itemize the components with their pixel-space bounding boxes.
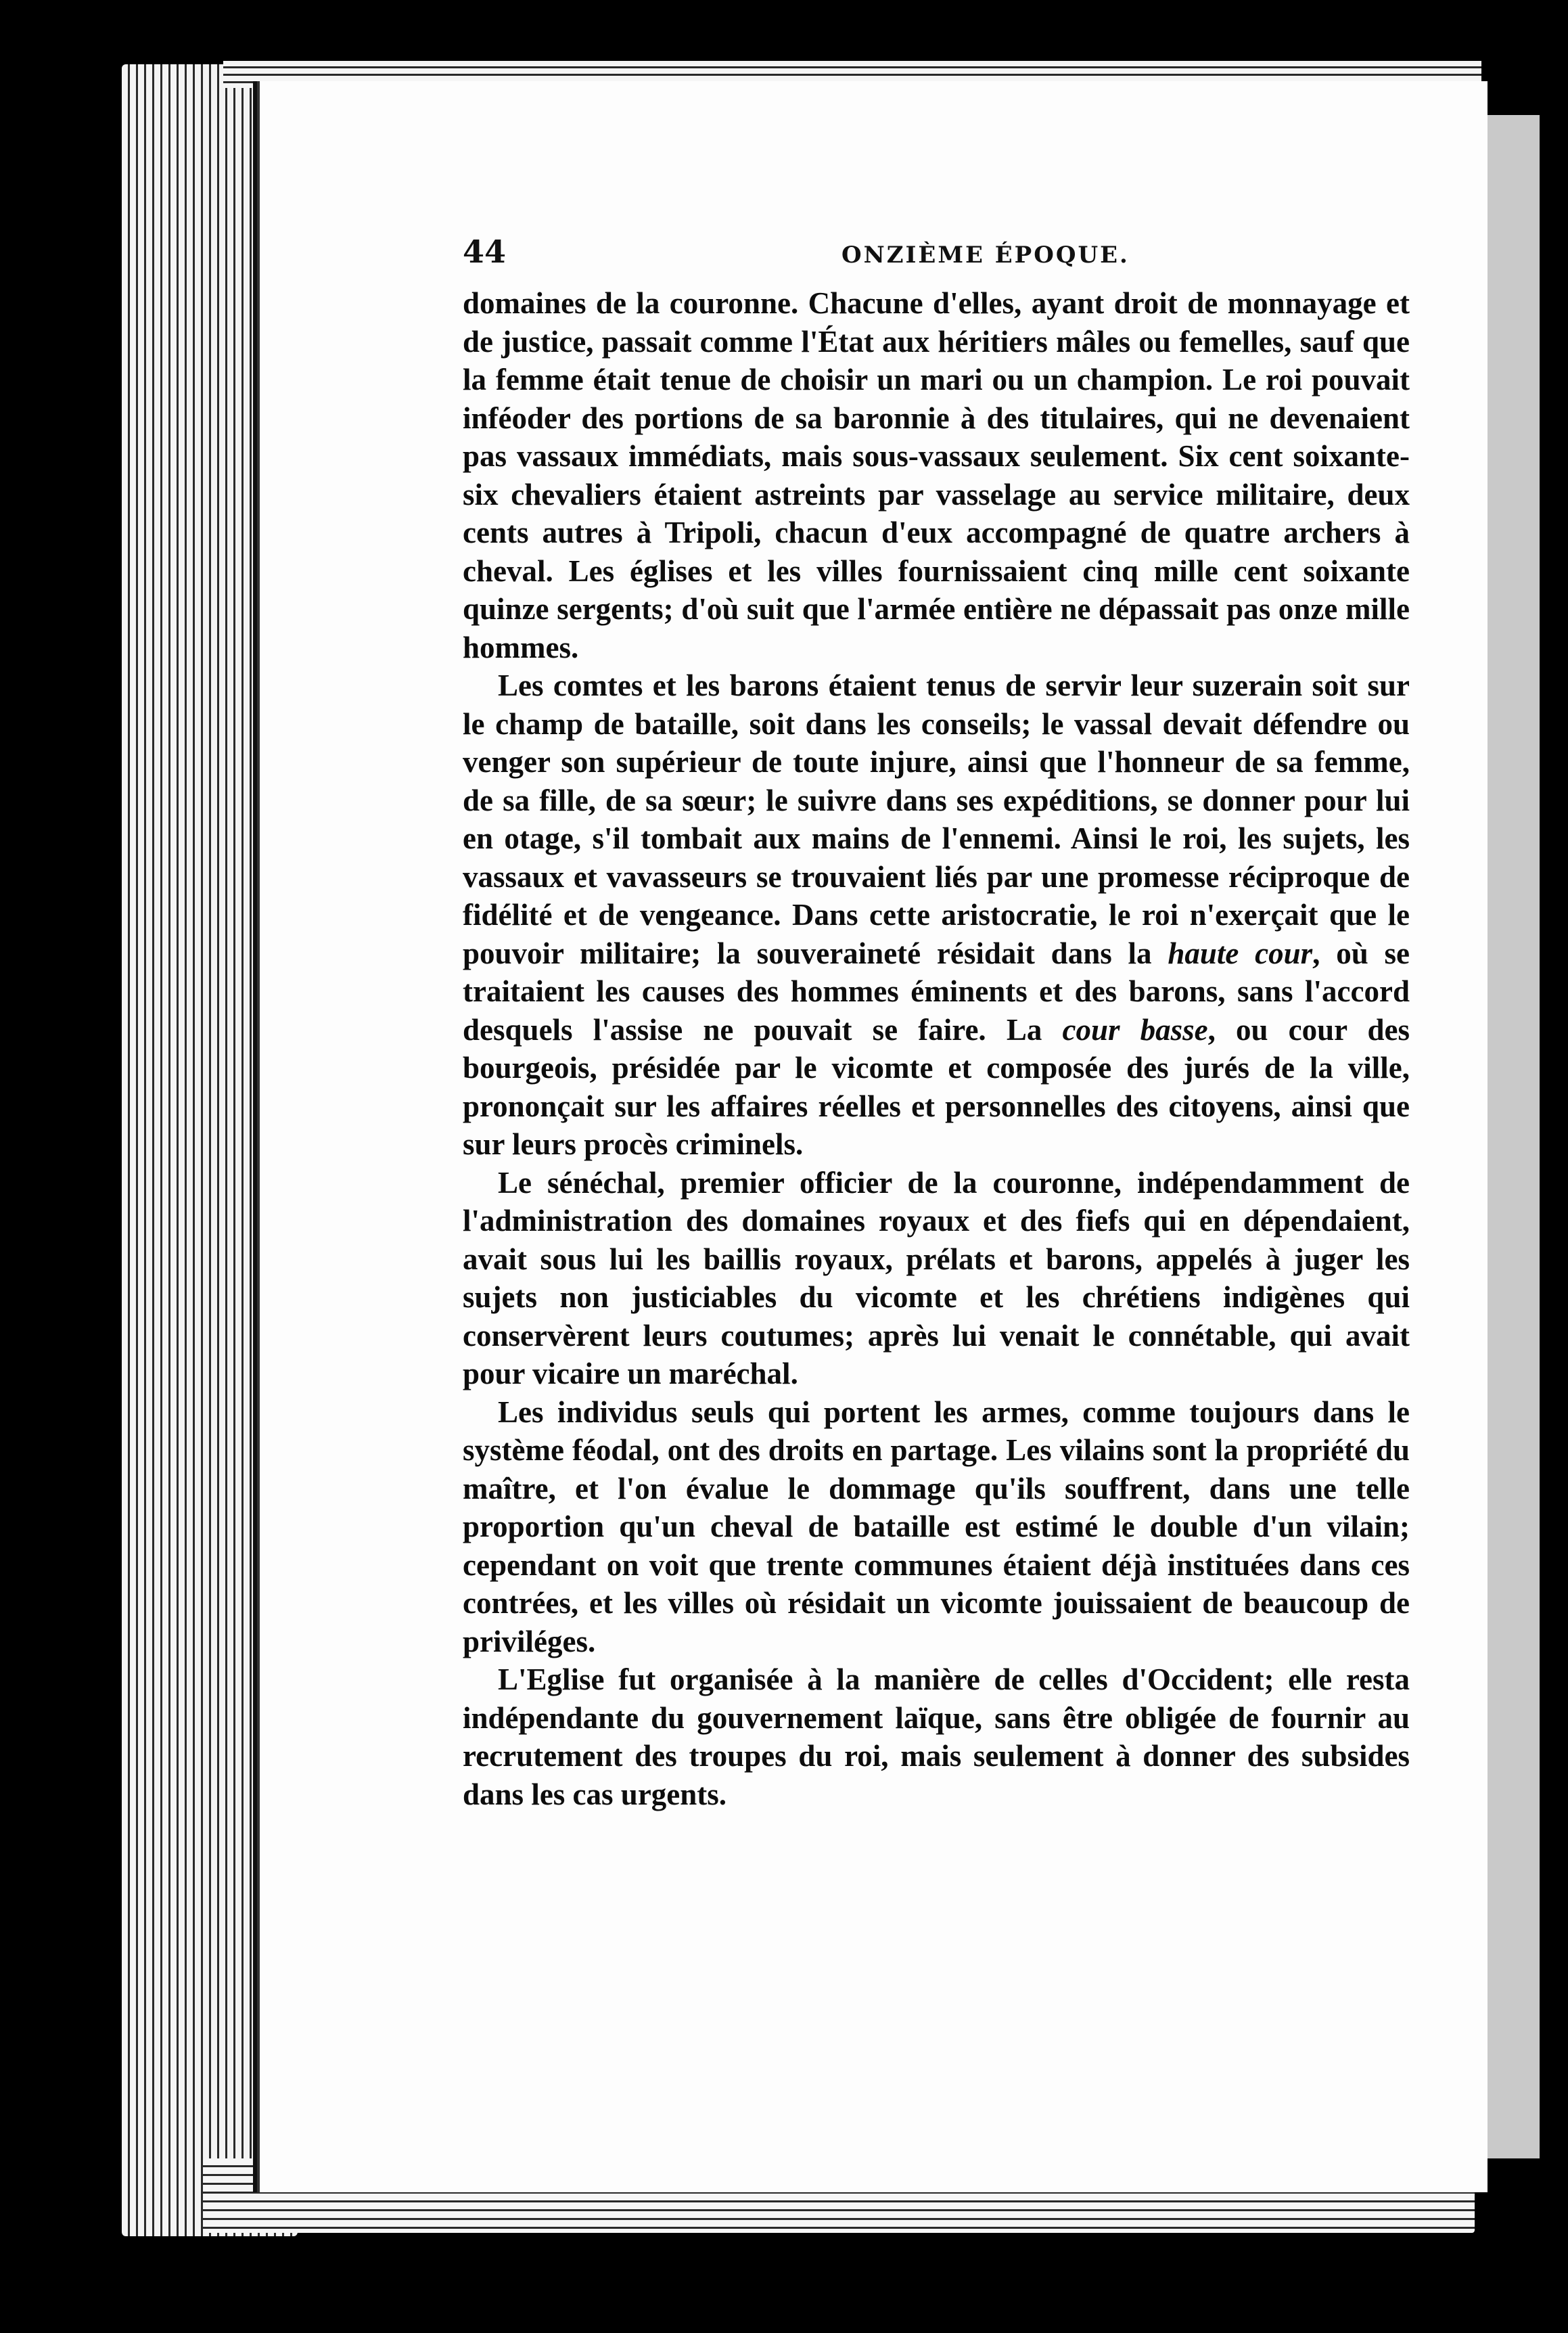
page-number: 44: [463, 233, 507, 270]
paragraph-p2: Les comtes et les barons étaient tenus de servir leur suzerain soit sur le champ de bataille, soit dans les conseils; le vassal devait défendre ou venger son supérieur de toute injure, ainsi que l'honneur de sa femme, de sa fille, de sa sœur; le suivre dans ses expéditions, se donner pour lui en otage, s'il tombait aux mains de l'ennemi. Ainsi le roi, les sujets, les vassaux et vavasseurs se trouvaient liés par une promesse réciproque de fidélité et de vengeance. Dans cette aristocratie, le roi n'exerçait que le pouvoir militaire; la souveraineté résidait dans la haute cour, où se traitaient les causes des hommes éminents et des barons, sans l'accord desquels l'assise ne pouvait se faire. La cour basse, ou cour des bourgeois, présidée par le vicomte et composée des jurés de la ville, prononçait sur les affaires réelles et personnelles des citoyens, ainsi que sur leurs procès criminels.: [463, 669, 1410, 1161]
running-title: ONZIÈME ÉPOQUE.: [841, 242, 1130, 269]
italic-term: cour basse: [1062, 1012, 1208, 1047]
page-header: [463, 233, 1423, 274]
italic-term: haute cour: [1168, 936, 1313, 970]
book-page: [257, 81, 1488, 2192]
paragraph-p1: domaines de la couronne. Chacune d'elles, ayant droit de monnayage et de justice, passait comme l'État aux héritiers mâles ou femelles, sauf que la femme était tenue de choisir un mari ou un champion. Le roi pouvait inféoder des portions de sa baronnie à des titulaires, qui ne devenaient pas vassaux immédiats, mais sous-vassaux seulement. Six cent soixante-six chevaliers étaient astreints par vasselage au service militaire, deux cents autres à Tripoli, chacun d'eux accompagné de quatre archers à cheval. Les églises et les villes fournissaient cinq mille cent soixante quinze sergents; d'où suit que l'armée entière ne dépassait pas onze mille hommes.: [463, 286, 1410, 664]
paragraph-p3: Le sénéchal, premier officier de la couronne, indépendamment de l'administration des domaines royaux et des fiefs qui en dépendaient, avait sous lui les baillis royaux, prélats et barons, appelés à juger les sujets non justiciables du vicomte et les chrétiens indigènes qui conservèrent leurs coutumes; après lui venait le connétable, qui avait pour vicaire un maréchal.: [463, 1165, 1410, 1390]
paragraph-p4: Les individus seuls qui portent les armes, comme toujours dans le système féodal, ont des droits en partage. Les vilains sont la propriété du maître, et l'on évalue le dommage qu'ils souffrent, dans une telle proportion qu'un cheval de bataille est estimé le double d'un vilain; cependant on voit que trente communes étaient déjà instituées dans ces contrées, et les villes où résidait un vicomte jouissaient de beaucoup de priviléges.: [463, 1395, 1410, 1658]
body-text: [463, 284, 1410, 1813]
facing-page-edge: [1481, 115, 1540, 2158]
paragraph-p5: L'Eglise fut organisée à la manière de celles d'Occident; elle resta indépendante du gouvernement laïque, sans être obligée de fournir au recrutement des troupes du roi, mais seulement à donner des subsides dans les cas urgents.: [463, 1662, 1410, 1811]
